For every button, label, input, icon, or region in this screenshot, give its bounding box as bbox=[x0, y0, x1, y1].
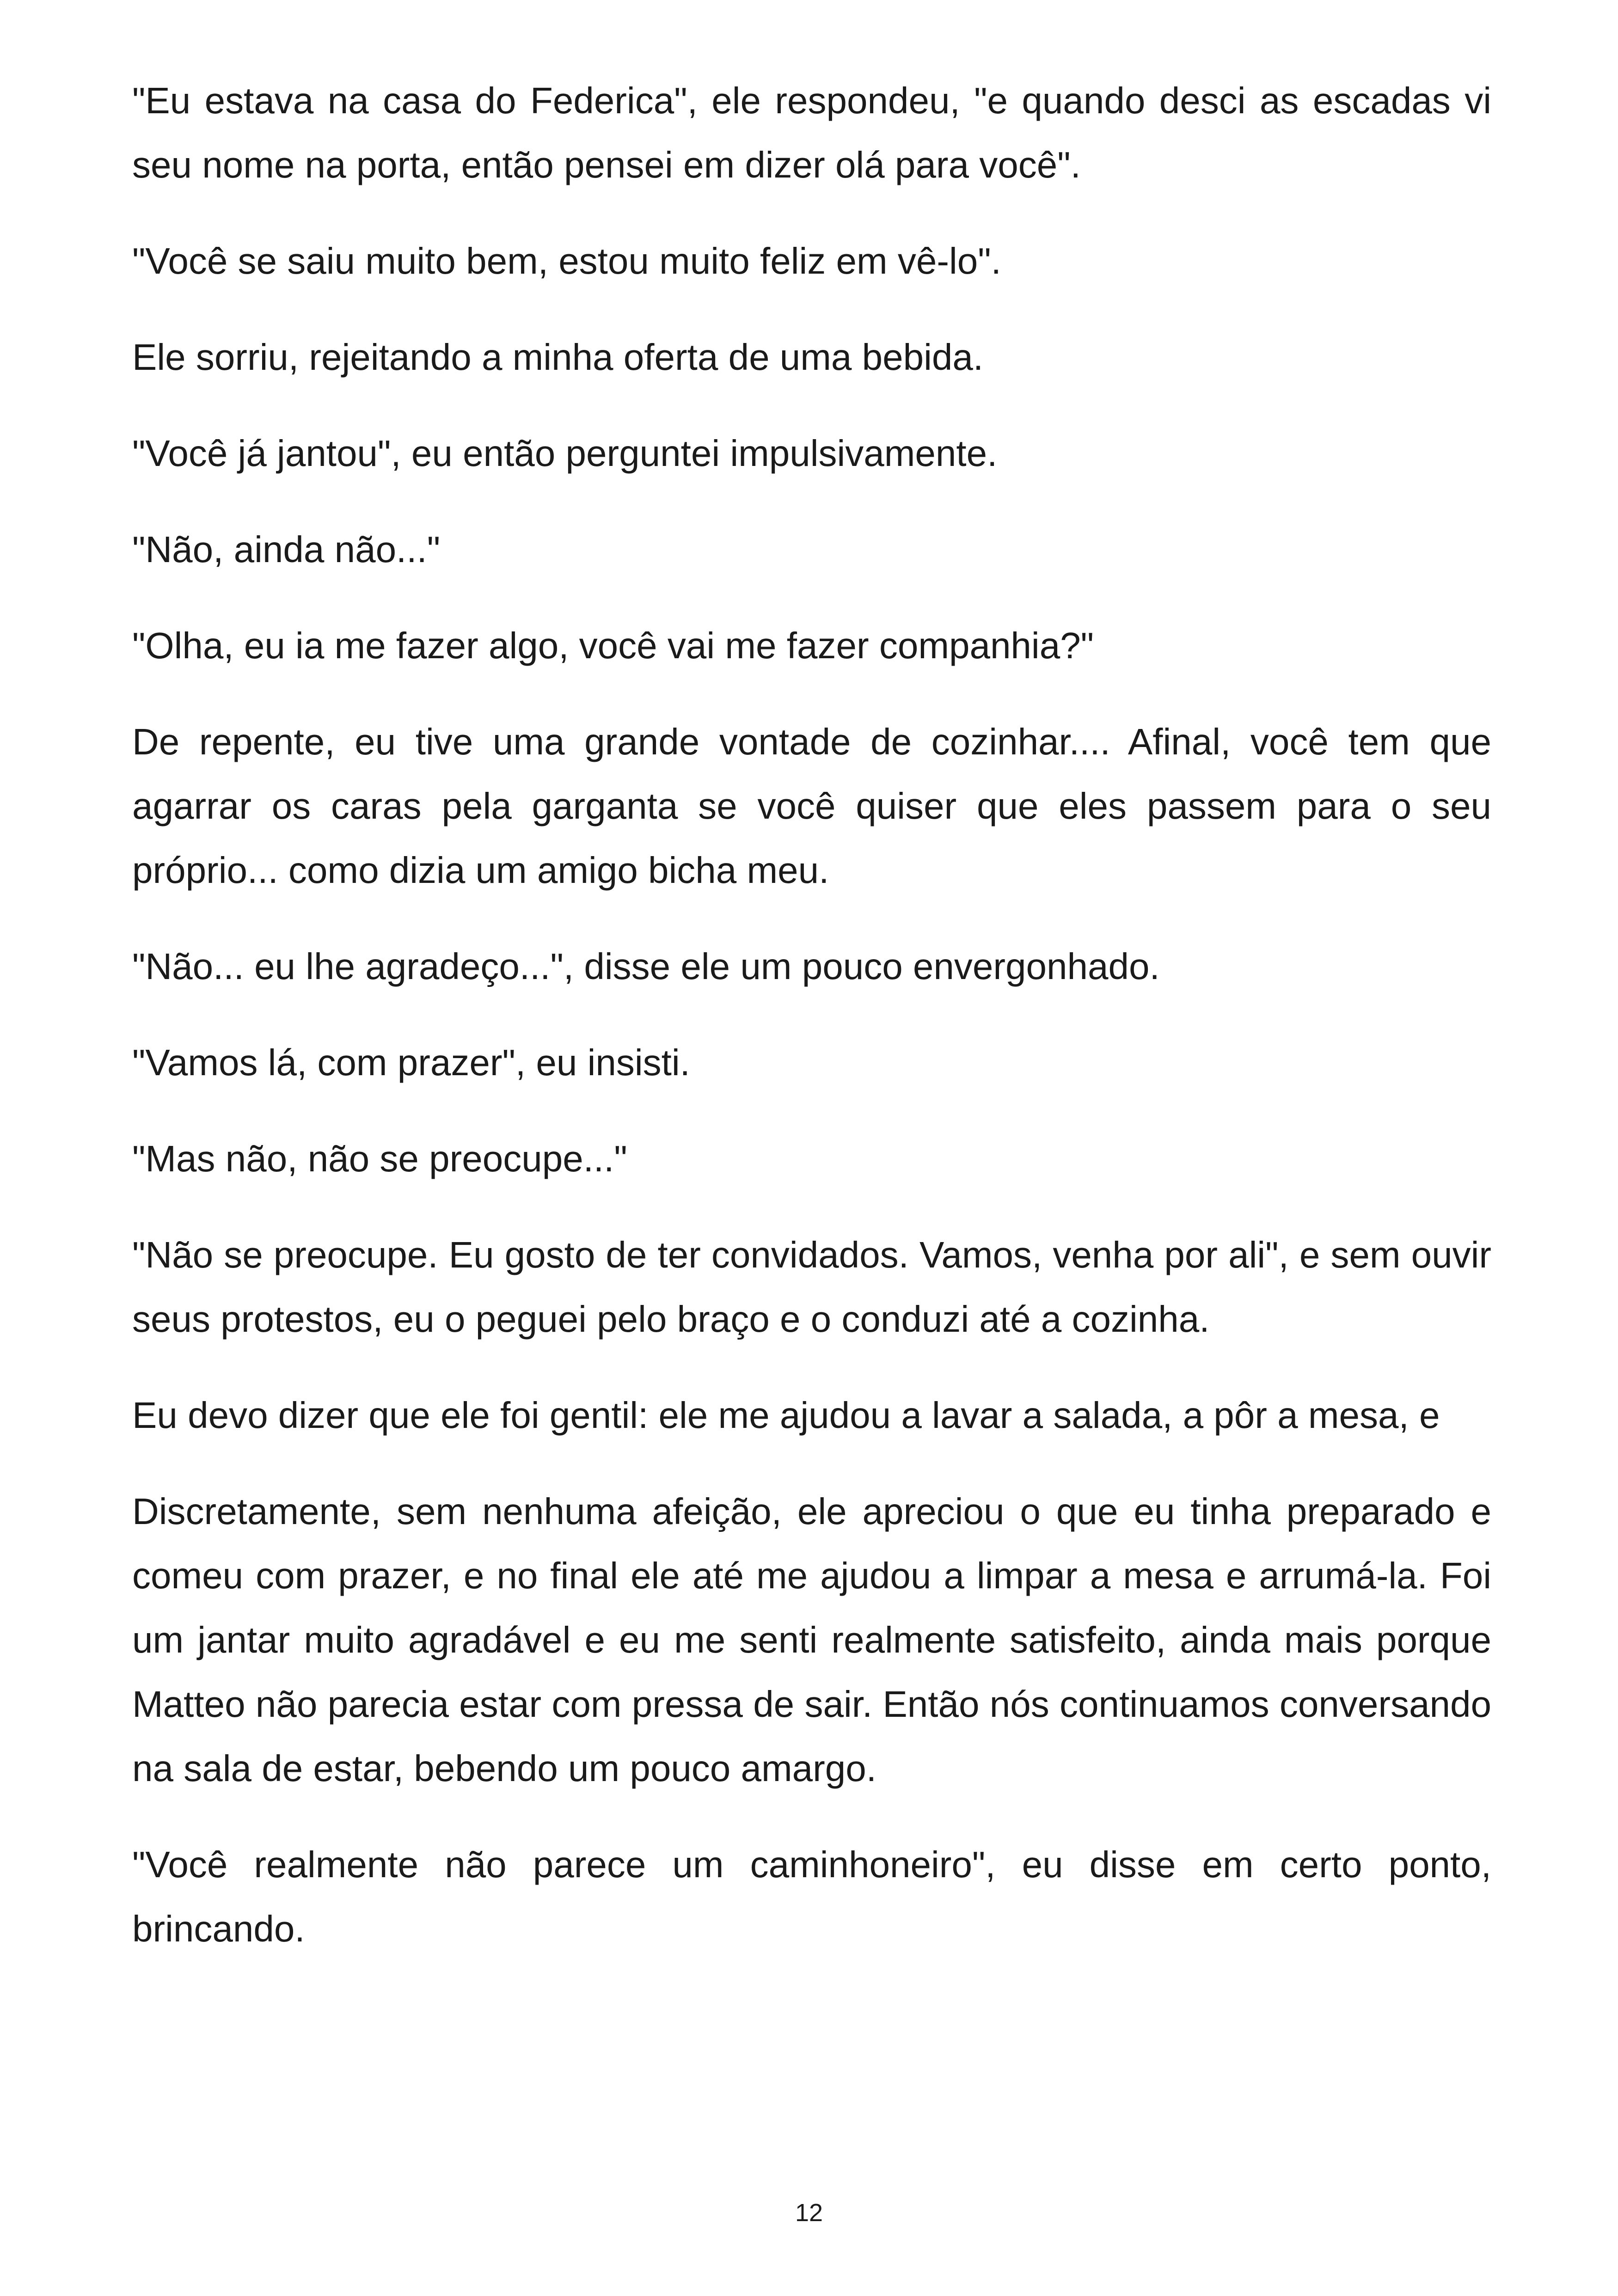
paragraph: "Não se preocupe. Eu gosto de ter convidados. Vamos, venha por ali", e sem ouvir seus protestos, eu o peguei pelo braço e o conduzi até a cozinha. bbox=[132, 1234, 1491, 1340]
paragraph: "Você realmente não parece um caminhoneiro", eu disse em certo ponto, brincando. bbox=[132, 1844, 1491, 1949]
paragraph: Eu devo dizer que ele foi gentil: ele me ajudou a lavar a salada, a pôr a mesa, e bbox=[132, 1395, 1440, 1436]
paragraph: "Não... eu lhe agradeço...", disse ele um pouco envergonhado. bbox=[132, 946, 1160, 987]
paragraph: Ele sorriu, rejeitando a minha oferta de uma bebida. bbox=[132, 337, 984, 378]
page-number: 12 bbox=[795, 2199, 823, 2227]
paragraph: "Vamos lá, com prazer", eu insisti. bbox=[132, 1042, 690, 1083]
paragraph: Discretamente, sem nenhuma afeição, ele apreciou o que eu tinha preparado e comeu com prazer, e no final ele até me ajudou a limpar a mesa e arrumá-la. Foi um jantar muito agradável e eu me senti realmente satisfeito, ainda mais porque Matteo não parecia estar com pressa de sair. Então nós continuamos conversando na sala de estar, bebendo um pouco amargo. bbox=[132, 1491, 1491, 1789]
body-text bbox=[132, 68, 1491, 1993]
paragraph: "Você já jantou", eu então perguntei impulsivamente. bbox=[132, 433, 998, 474]
paragraph: "Não, ainda não..." bbox=[132, 529, 441, 570]
paragraph: "Você se saiu muito bem, estou muito feliz em vê-lo". bbox=[132, 240, 1001, 282]
paragraph: "Eu estava na casa do Federica", ele respondeu, "e quando desci as escadas vi seu nome na porta, então pensei em dizer olá para você". bbox=[132, 80, 1491, 185]
paragraph: "Olha, eu ia me fazer algo, você vai me fazer companhia?" bbox=[132, 625, 1094, 666]
paragraph: "Mas não, não se preocupe..." bbox=[132, 1138, 627, 1179]
paragraph: De repente, eu tive uma grande vontade de cozinhar.... Afinal, você tem que agarrar os caras pela garganta se você quiser que eles passem para o seu próprio... como dizia um amigo bicha meu. bbox=[132, 721, 1491, 891]
